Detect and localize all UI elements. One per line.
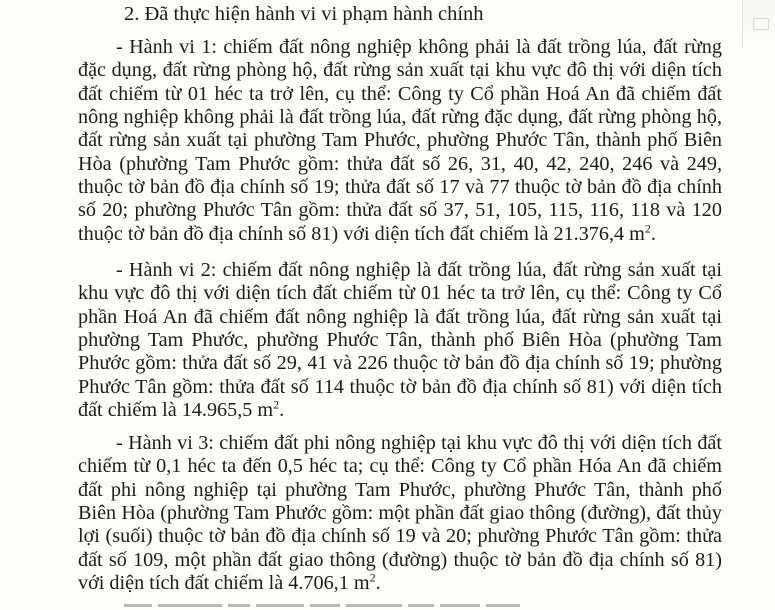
violation-2-end: . (279, 399, 285, 422)
violation-3-end: . (375, 572, 381, 595)
violation-1-area: 21.376,4 m (553, 222, 645, 245)
violation-2-area-exponent: 2 (273, 397, 280, 412)
stamp-mark-icon (753, 18, 769, 30)
violation-3-text: - Hành vi 3: chiếm đất phi nông nghiệp tại khu vực đô thị với diện tích đất chiếm từ 0,1 héc ta đến 0,5 héc ta; cụ thể: Công ty Cổ phần Hóa An đã chiếm đất phi nông nghiệp tại phường Tam Phước, phường Phước Tân, thành phố Biên Hòa (phường Tam Phước gồm: một phần đất giao thông (đường), đất thủy lợi (suối) thuộc tờ bản đồ địa chính số 19 và 20; phường Phước Tân gồm: thửa đất số 109, một phần đất giao thông (đường) thuộc tờ bản đồ địa chính số 81) với diện tích đất chiếm là (78, 432, 722, 595)
page-edge-stamp (742, 0, 775, 48)
violation-2-text: - Hành vi 2: chiếm đất nông nghiệp là đất trồng lúa, đất rừng sản xuất tại khu vực đô thị với diện tích đất chiếm từ 01 héc ta trở lên, cụ thể: Công ty Cổ phần Hoá An đã chiếm đất nông nghiệp là đất trồng lúa, đất rừng sản xuất tại phường Tam Phước, phường Phước Tân, thành phố Biên Hòa (phường Tam Phước gồm: thửa đất số 29, 41 và 226 thuộc tờ bản đồ địa chính số 19; phường Phước Tân gồm: thửa đất số 114 thuộc tờ bản đồ địa chính số 81) với diện tích đất chiếm là (78, 259, 722, 422)
violation-1-area-exponent: 2 (644, 221, 651, 236)
violation-2-area: 14.965,5 m (181, 399, 274, 422)
violation-paragraph-2 (78, 259, 722, 422)
violation-1-end: . (650, 222, 656, 245)
violation-paragraph-1 (78, 36, 722, 246)
violation-paragraph-3 (78, 432, 722, 595)
violation-3-area-exponent: 2 (369, 570, 376, 585)
violation-3-area: 4.706,1 m (288, 572, 370, 595)
cut-off-next-line (124, 604, 544, 610)
section-heading: 2. Đã thực hiện hành vi vi phạm hành chính (124, 3, 484, 25)
violation-1-text: - Hành vi 1: chiếm đất nông nghiệp không phải là đất trồng lúa, đất rừng đặc dụng, đất rừng phòng hộ, đất rừng sản xuất tại khu vực đô thị với diện tích đất chiếm từ 01 héc ta trở lên, cụ thể: Công ty Cổ phần Hoá An đã chiếm đất nông nghiệp không phải là đất trồng lúa, đất rừng đặc dụng, đất rừng phòng hộ, đất rừng sản xuất tại phường Tam Phước, phường Phước Tân, thành phố Biên Hòa (phường Tam Phước gồm: thửa đất số 26, 31, 40, 42, 240, 246 và 249, thuộc tờ bản đồ địa chính số 19; thửa đất số 17 và 77 thuộc tờ bản đồ địa chính số 20; phường Phước Tân gồm: thửa đất số 37, 51, 105, 115, 116, 118 và 120 thuộc tờ bản đồ địa chính số 81) với diện tích đất chiếm là (78, 36, 722, 245)
